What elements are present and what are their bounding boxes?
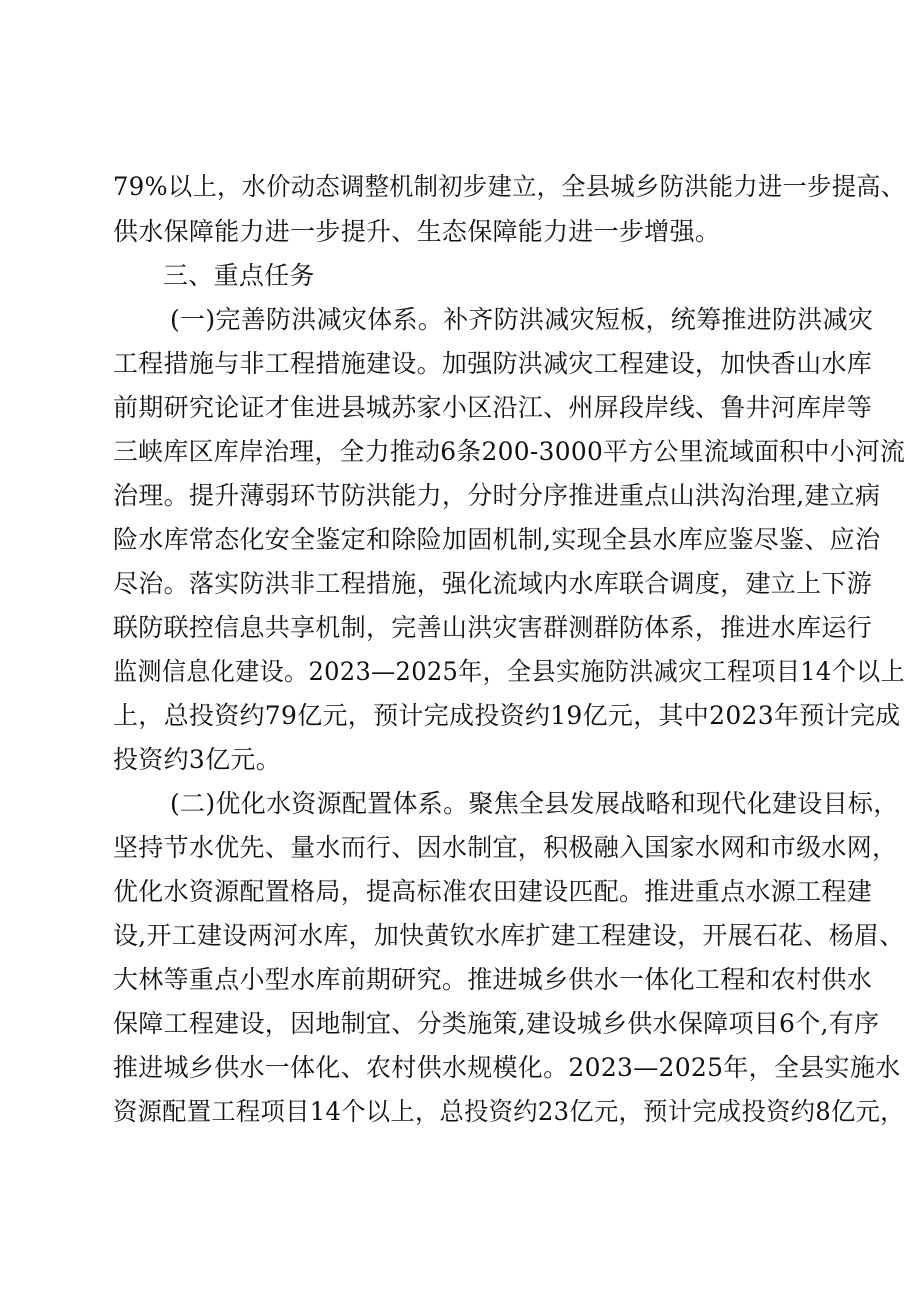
body-text-line: 设,开工建设两河水库，加快黄钦水库扩建工程建设，开展石花、杨眉、 [113, 921, 905, 950]
body-text-line: 前期研究论证才隹进县城苏家小区沿江、州屏段岸线、鲁井河库岸等 [113, 393, 873, 422]
body-text-line: 投资约3亿元。 [113, 745, 282, 774]
body-text-line: 推进城乡供水一体化、农村供水规模化。2023—2025年，全县实施水 [113, 1053, 901, 1082]
body-text-line: 尽治。落实防洪非工程措施，强化流域内水库联合调度，建立上下游 [113, 569, 873, 598]
body-text-line: (一)完善防洪减灾体系。补齐防洪减灾短板，统筹推进防洪减灾 [170, 305, 874, 334]
body-text-line: 监测信息化建设。2023—2025年，全县实施防洪减灾工程项目14个以上 [113, 657, 905, 686]
body-text-line: 资源配置工程项目14个以上，总投资约23亿元，预计完成投资约8亿元， [113, 1097, 905, 1126]
body-text-line: 保障工程建设，因地制宜、分类施策,建设城乡供水保障项目6个,有序 [113, 1009, 880, 1038]
body-text-line: 联防联控信息共享机制，完善山洪灾害群测群防体系，推进水库运行 [113, 613, 873, 642]
section-heading: 三、重点任务 [163, 261, 315, 290]
body-text-line: 坚持节水优先、量水而行、因水制宜，积极融入国家水网和市级水网， [113, 833, 898, 862]
body-text-line: 79%以上，水价动态调整机制初步建立，全县城乡防洪能力进一步提高、 [113, 172, 906, 201]
body-text-line: 大林等重点小型水库前期研究。推进城乡供水一体化工程和农村供水 [113, 965, 873, 994]
body-text-line: 上，总投资约79亿元，预计完成投资约19亿元，其中2023年预计完成 [113, 701, 901, 730]
body-text-line: 优化水资源配置格局，提高标准农田建设匹配。推进重点水源工程建 [113, 877, 873, 906]
body-text-line: (二)优化水资源配置体系。聚焦全县发展战略和现代化建设目标， [170, 789, 899, 818]
body-text-line: 工程措施与非工程措施建设。加强防洪减灾工程建设，加快香山水库 [113, 349, 873, 378]
body-text-line: 险水库常态化安全鉴定和除险加固机制,实现全县水库应鉴尽鉴、应治 [113, 525, 881, 554]
body-text-line: 治理。提升薄弱环节防洪能力，分时分序推进重点山洪沟治理,建立病 [113, 481, 881, 510]
body-text-line: 供水保障能力进一步提升、生态保障能力进一步增强。 [113, 217, 721, 246]
body-text-line: 三峡库区库岸治理，全力推动6条200-3000平方公里流域面积中小河流 [113, 437, 906, 466]
